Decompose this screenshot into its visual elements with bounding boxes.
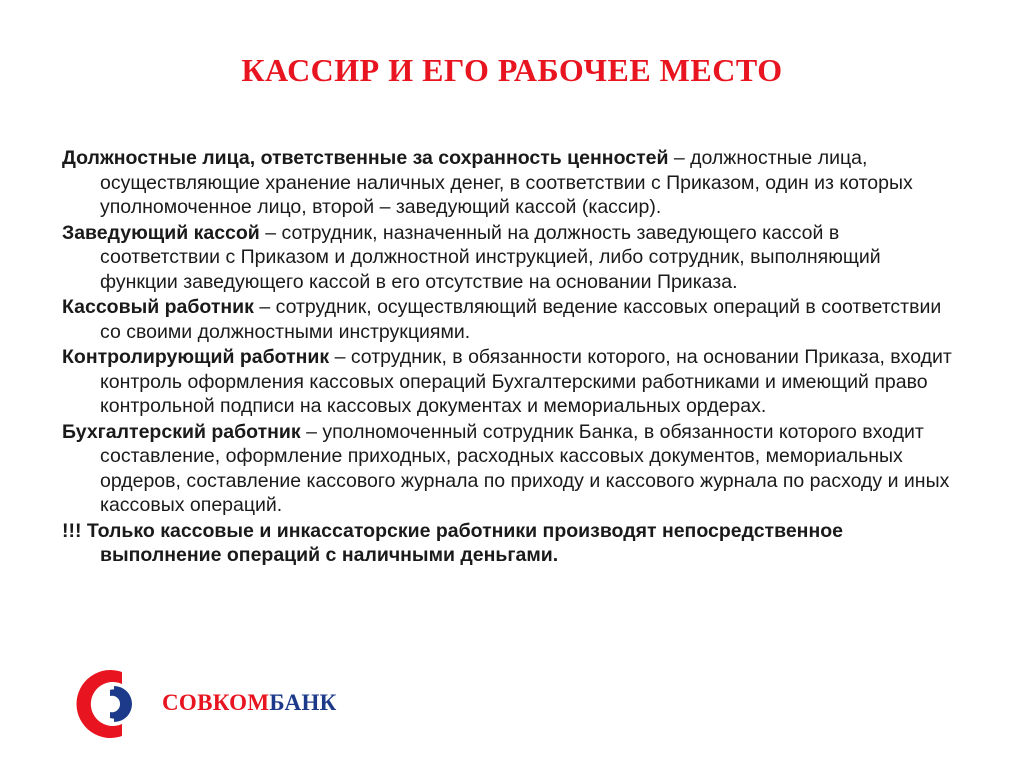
definition-item <box>62 345 962 419</box>
definition-item <box>62 146 962 220</box>
page-title: КАССИР И ЕГО РАБОЧЕЕ МЕСТО <box>241 52 783 88</box>
definition-item <box>62 420 962 518</box>
definition-term: Контролирующий работник <box>62 346 330 368</box>
definition-text: – уполномоченный сотрудник Банка, в обязанности которого входит составление, оформление приходных, расходных кассовых документов, мемориальных ордеров, составление кассового журнала по приходу и кассового журнала по расходу и иных кассовых операций. <box>100 420 950 516</box>
definition-text: – должностные лица, осуществляющие хранение наличных денег, в соответствии с Приказом, один из которых уполномоченное лицо, второй – заведующий кассой (кассир). <box>100 147 913 218</box>
logo-text-part1: СОВКОМ <box>162 690 270 715</box>
definition-term: Заведующий кассой <box>62 221 260 244</box>
definition-text: – сотрудник, назначенный на должность заведующего кассой в соответствии с Приказом и должностной инструкцией, либо сотрудник, выполняющий функции заведующего кассой в его отсутствие на основании Приказа. <box>100 221 881 293</box>
definition-term: Должностные лица, ответственные за сохранность ценностей <box>62 147 669 169</box>
sovcombank-logo <box>70 668 370 740</box>
definition-text: – сотрудник, в обязанности которого, на основании Приказа, входит контроль оформления кассовых операций Бухгалтерскими работниками и имеющий право контрольной подписи на кассовых документах и мемориальных ордерах. <box>100 346 952 417</box>
definition-item <box>62 221 962 295</box>
definition-text: – сотрудник, осуществляющий ведение кассовых операций в соответствии со своими должностными инструкциями. <box>100 296 942 343</box>
definition-term: Кассовый работник <box>62 296 254 318</box>
final-note: !!! Только кассовые и инкассаторские работники производят непосредственное выполнение операций с наличными деньгами. <box>62 519 843 566</box>
definitions-list <box>62 146 962 569</box>
logo-text <box>162 690 337 716</box>
definition-term: Бухгалтерский работник <box>62 420 301 443</box>
definition-item <box>62 295 962 344</box>
sovcombank-logo-icon <box>70 668 150 740</box>
logo-text-part2: БАНК <box>269 690 337 715</box>
